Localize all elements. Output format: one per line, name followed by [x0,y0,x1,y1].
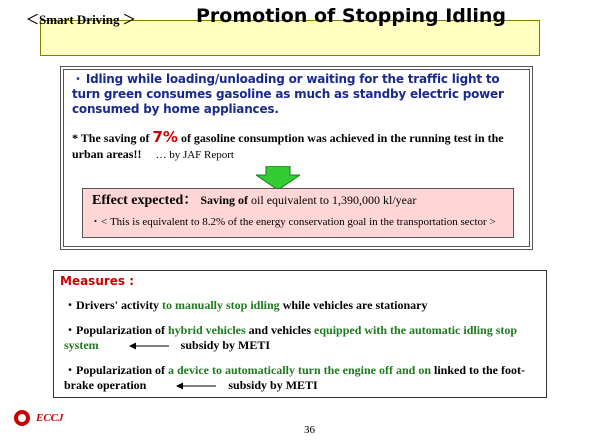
saving-amount: oil equivalent to 1,390,000 kl/year [248,193,417,207]
measure-3-text-c: linked to the foot-brake operation [64,363,525,392]
eccj-logo-text: ECCJ [36,412,64,424]
saving-result-pre: * The saving of [72,131,153,145]
idling-explanation [72,72,512,117]
measure-1-highlight: to manually stop idling [161,298,280,312]
measure-item-3 [64,363,534,393]
measure-2-text-c: and vehicles [245,323,315,337]
measure-2-subsidy: subsidy by METI [180,338,271,352]
measure-2-highlight-idling-stop: equipped with the automatic idling stop system [64,323,518,352]
measure-2-highlight-hybrid: hybrid vehicles [168,323,246,337]
page-number: 36 [304,424,315,436]
eccj-logo [14,410,64,426]
measure-3-subsidy: subsidy by METI [228,378,318,392]
saving-result [72,129,532,163]
measures-title: Measures : [60,274,135,288]
source-note: … by JAF Report [155,149,234,161]
measure-3-highlight: a device to automatically turn the engine off and on [168,363,431,377]
idling-explanation-text: Idling while loading/unloading or waiting for the traffic light to turn green consumes gasoline as much as standby electric power consumed by home appliances. [72,72,504,116]
section-tag: ＜Smart Driving ＞ [26,12,136,27]
saving-label: Saving of [200,193,249,207]
effect-label: Effect expected： [92,193,198,208]
measure-item-1 [64,298,534,313]
left-arrow-icon [176,382,216,390]
measure-3-text-a: ・Popularization of [64,363,168,377]
down-arrow-icon [256,166,300,190]
measure-item-2 [64,323,534,353]
saving-result-post: of gasoline consumption was achieved in the running test in the urban areas!! [72,131,504,161]
saving-percent: 7% [152,128,178,146]
left-arrow-icon [129,342,169,350]
measure-1-text-c: while vehicles are stationary [279,298,428,312]
page-title: Promotion of Stopping Idling [196,5,507,27]
equivalence-note: ・< This is equivalent to 8.2% of the energy conservation goal in the transportation sector > [90,216,496,228]
bullet: ・ [72,72,84,86]
measure-1-text-a: ・Drivers' activity [64,298,162,312]
effect-expected-line [92,192,416,209]
measure-2-text-a: ・Popularization of [64,323,168,337]
eccj-logo-mark-icon [14,410,30,426]
